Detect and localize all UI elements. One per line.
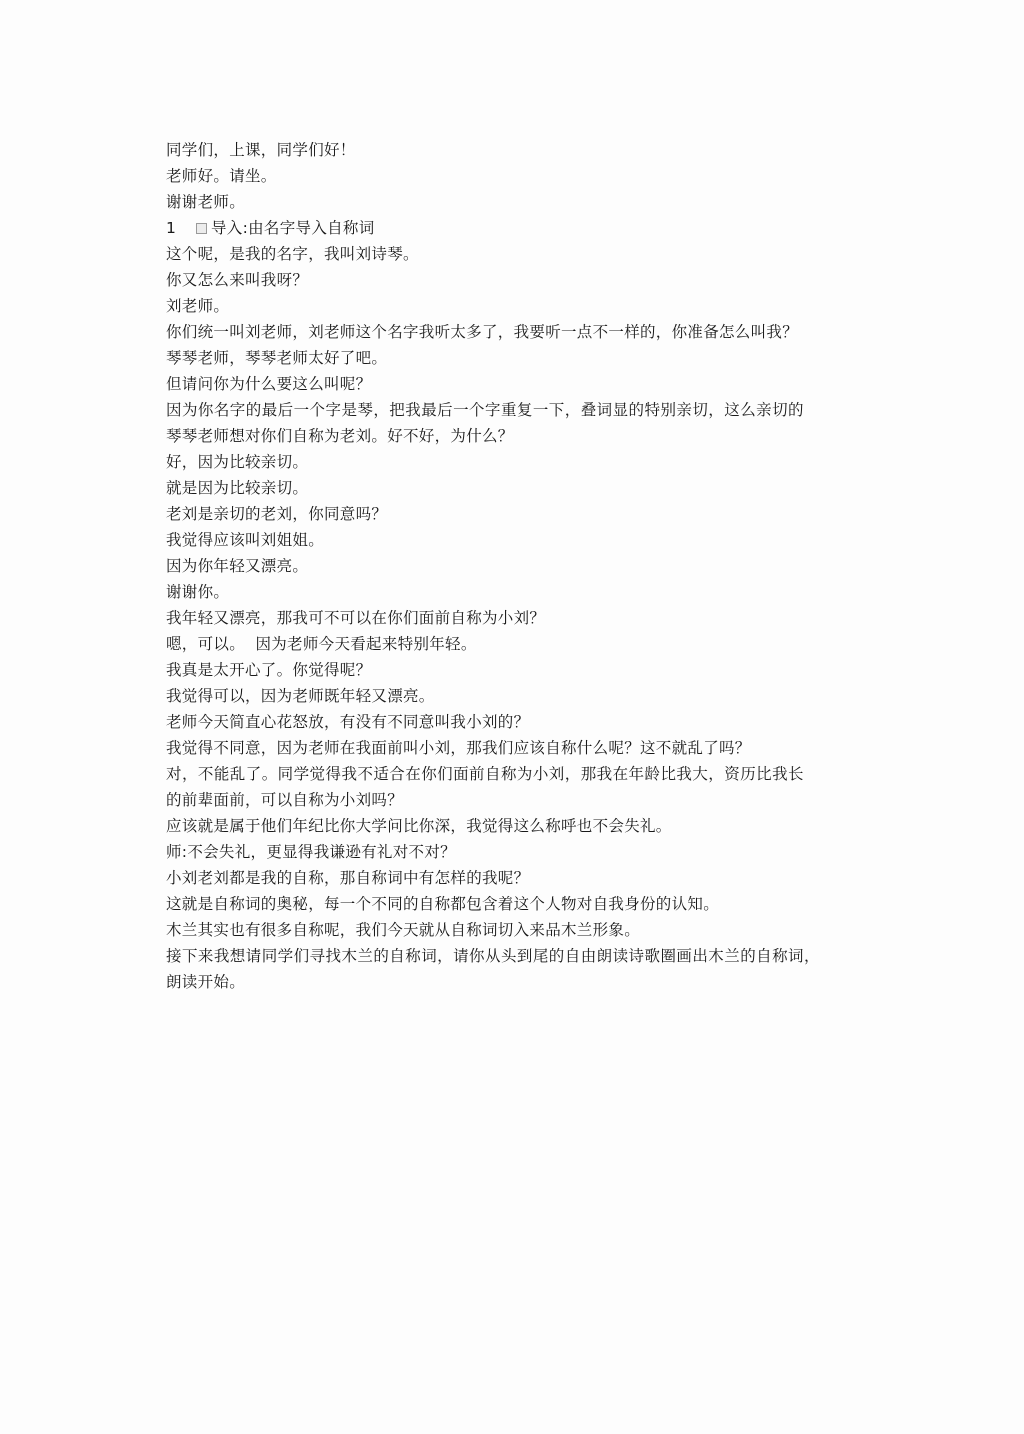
section-title: 导入:由名字导入自称词 [211, 219, 375, 237]
text-line: 就是因为比较亲切。 [166, 479, 309, 497]
text-line: 朗读开始。 [166, 973, 246, 991]
text-line: 对，不能乱了。同学觉得我不适合在你们面前自称为小刘，那我在年龄比我大，资历比我长 [166, 765, 805, 783]
checkbox-icon [196, 223, 207, 234]
text-line: 你又怎么来叫我呀？ [166, 271, 309, 289]
text-line: 老师好。请坐。 [166, 167, 277, 185]
text-line: 谢谢老师。 [166, 193, 246, 211]
text-line: 嗯，可以。 因为老师今天看起来特别年轻。 [166, 635, 477, 653]
text-line: 这就是自称词的奥秘，每一个不同的自称都包含着这个人物对自我身份的认知。 [166, 895, 720, 913]
text-line: 老刘是亲切的老刘，你同意吗？ [166, 505, 388, 523]
text-line: 我真是太开心了。你觉得呢？ [166, 661, 372, 679]
text-line: 小刘老刘都是我的自称，那自称词中有怎样的我呢？ [166, 869, 530, 887]
text-line: 同学们，上课，同学们好！ [166, 141, 356, 159]
section-number: 1 [166, 219, 177, 237]
text-line: 老师今天简直心花怒放，有没有不同意叫我小刘的？ [166, 713, 530, 731]
section-heading [166, 215, 878, 241]
text-line: 的前辈面前，可以自称为小刘吗？ [166, 791, 404, 809]
text-line: 刘老师。 [166, 297, 230, 315]
text-line: 琴琴老师，琴琴老师太好了吧。 [166, 349, 388, 367]
document-content [166, 137, 878, 995]
text-line: 因为你名字的最后一个字是琴，把我最后一个字重复一下，叠词显的特别亲切，这么亲切的 [166, 401, 805, 419]
text-line: 琴琴老师想对你们自称为老刘。好不好，为什么？ [166, 427, 514, 445]
text-line: 应该就是属于他们年纪比你大学问比你深，我觉得这么称呼也不会失礼。 [166, 817, 672, 835]
text-line: 这个呢，是我的名字，我叫刘诗琴。 [166, 245, 419, 263]
text-line: 接下来我想请同学们寻找木兰的自称词，请你从头到尾的自由朗读诗歌圈画出木兰的自称词， [166, 947, 820, 965]
text-line: 你们统一叫刘老师，刘老师这个名字我听太多了，我要听一点不一样的，你准备怎么叫我？ [166, 323, 799, 341]
text-line: 因为你年轻又漂亮。 [166, 557, 309, 575]
text-line: 但请问你为什么要这么叫呢？ [166, 375, 372, 393]
text-line: 我觉得不同意，因为老师在我面前叫小刘，那我们应该自称什么呢？这不就乱了吗？ [166, 739, 751, 757]
text-line: 木兰其实也有很多自称呢，我们今天就从自称词切入来品木兰形象。 [166, 921, 641, 939]
text-line: 谢谢你。 [166, 583, 230, 601]
text-line: 我觉得可以，因为老师既年轻又漂亮。 [166, 687, 435, 705]
text-line: 师:不会失礼，更显得我谦逊有礼对不对？ [166, 843, 456, 861]
text-line: 好，因为比较亲切。 [166, 453, 309, 471]
text-line: 我觉得应该叫刘姐姐。 [166, 531, 325, 549]
text-line: 我年轻又漂亮，那我可不可以在你们面前自称为小刘？ [166, 609, 546, 627]
